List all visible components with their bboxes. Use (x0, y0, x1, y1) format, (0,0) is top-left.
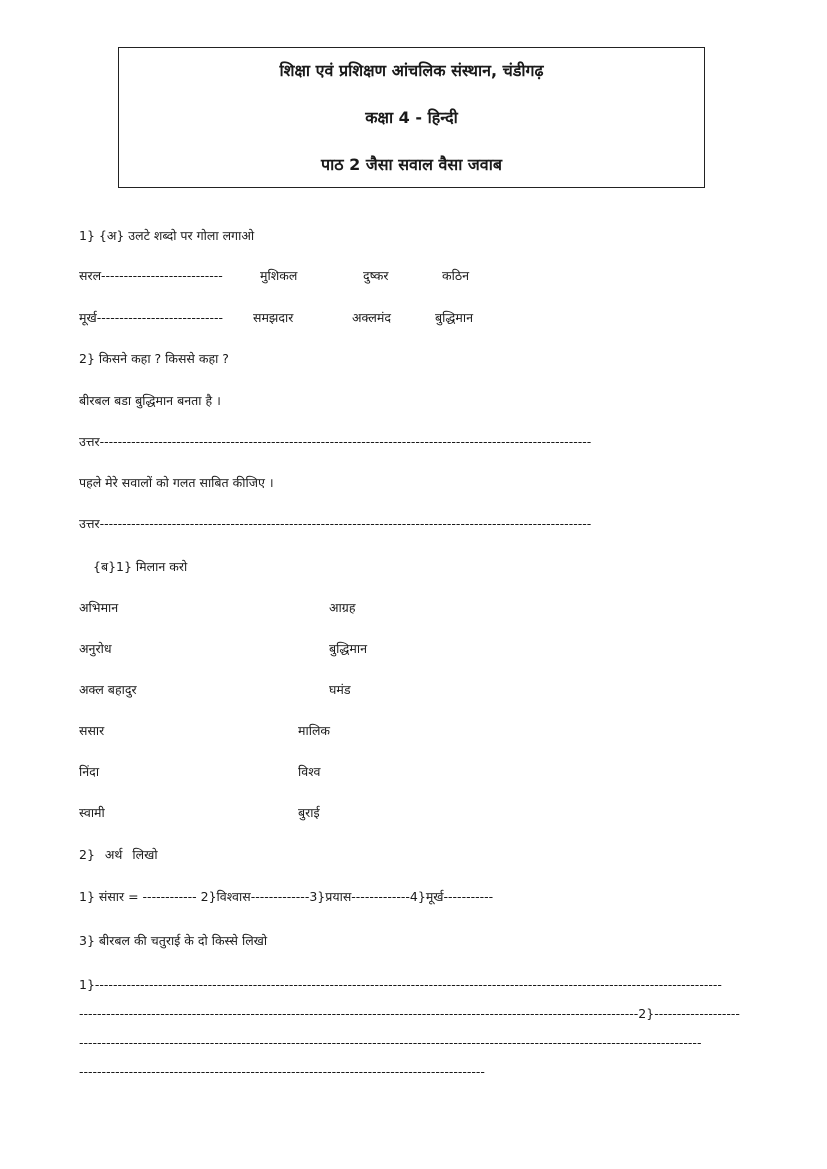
q2-answer-line-1: उत्तर------------------------------------------------------------------------------------------------------------- (79, 434, 592, 449)
q2-statement-1: बीरबल बडा बुद्धिमान बनता है । (79, 393, 221, 408)
match-right-6: बुराई (298, 805, 320, 820)
match-left-6: स्वामी (79, 805, 105, 820)
match-left-5: निंदा (79, 764, 100, 779)
stories-line-3: ------------------------------------------------------------------------------------------------------------------------------------------ (79, 1035, 702, 1050)
stories-line-1: 1}------------------------------------------------------------------------------------------------------------------------------------------- (79, 977, 722, 992)
q1-word-1: सरल--------------------------- (79, 268, 223, 283)
meaning-line: 1} संसार = ------------ 2}विश्वास-------------3}प्रयास-------------4}मूर्ख----------- (79, 889, 494, 904)
q1-option-1-3: कठिन (442, 268, 470, 283)
stories-line-2: ----------------------------------------------------------------------------------------------------------------------------2}------------------- (79, 1006, 740, 1021)
class-subject: कक्षा 4 - हिन्दी (365, 108, 458, 127)
match-left-2: अनुरोध (79, 641, 112, 656)
q1-option-2-2: अक्लमंद (352, 310, 391, 325)
q2-statement-2: पहले मेरे सवालों को गलत साबित कीजिए । (79, 475, 274, 490)
match-left-1: अभिमान (79, 600, 119, 615)
header-box (118, 47, 705, 188)
q2-heading: 2} किसने कहा ? किससे कहा ? (79, 351, 229, 366)
meaning-heading: 2} अर्थ लिखो (79, 847, 158, 862)
match-left-4: ससार (79, 723, 105, 738)
q1-heading: 1} {अ} उलटे शब्दो पर गोला लगाओ (79, 228, 255, 243)
match-right-4: मालिक (298, 723, 331, 738)
stories-heading: 3} बीरबल की चतुराई के दो किस्से लिखो (79, 933, 268, 948)
match-right-3: घमंड (329, 682, 351, 697)
q1-option-2-1: समझदार (253, 310, 294, 325)
q1-word-2: मूर्ख---------------------------- (79, 310, 223, 325)
q1-option-1-1: मुशिकल (260, 268, 298, 283)
match-heading: {ब}1} मिलान करो (93, 559, 188, 574)
lesson-title: पाठ 2 जैसा सवाल वैसा जवाब (321, 155, 502, 174)
q2-answer-line-2: उत्तर------------------------------------------------------------------------------------------------------------- (79, 516, 592, 531)
match-right-2: बुद्धिमान (329, 641, 368, 656)
q1-option-2-3: बुद्धिमान (435, 310, 474, 325)
institute-title: शिक्षा एवं प्रशिक्षण आंचलिक संस्थान, चंडीगढ़ (279, 61, 544, 80)
stories-line-4: ------------------------------------------------------------------------------------------ (79, 1064, 485, 1079)
match-left-3: अक्ल बहादुर (79, 682, 137, 697)
q1-option-1-2: दुष्कर (363, 268, 389, 283)
match-right-1: आग्रह (329, 600, 356, 615)
match-right-5: विश्व (298, 764, 321, 779)
